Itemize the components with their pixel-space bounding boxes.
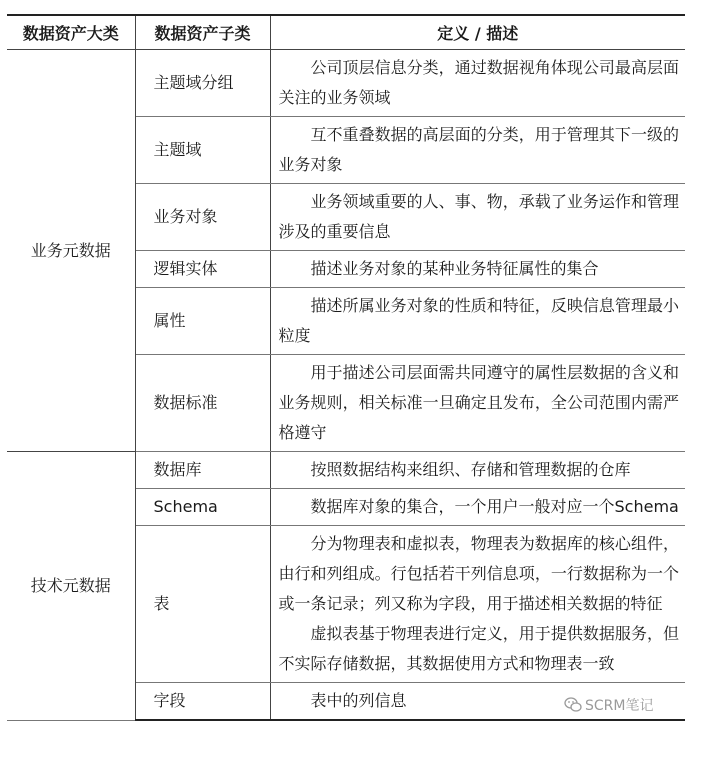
definition-cell [270,117,685,184]
definition-text: 公司顶层信息分类，通过数据视角体现公司最高层面关注的业务领域 [278,58,679,107]
table-row [7,452,685,489]
sub-category: 数据库 [135,452,270,489]
definition-cell [270,526,685,683]
major-category-technical: 技术元数据 [7,452,135,721]
table-row [7,50,685,117]
header-sub-category: 数据资产子类 [135,15,270,50]
header-major-category: 数据资产大类 [7,15,135,50]
definition-cell [270,288,685,355]
metadata-asset-document [7,14,685,721]
definition-text: 分为物理表和虚拟表，物理表为数据库的核心组件，由行和列组成。行包括若干列信息项，一行数据称为一个或一条记录；列又称为字段，用于描述相关数据的特征 [278,534,679,613]
definition-cell [270,489,685,526]
data-asset-table [7,14,685,721]
definition-text: 描述业务对象的某种业务特征属性的集合 [310,259,599,278]
definition-cell [270,452,685,489]
definition-cell [270,50,685,117]
sub-category: Schema [135,489,270,526]
definition-text: 数据库对象的集合，一个用户一般对应一个Schema [310,497,679,516]
wechat-icon [564,697,582,713]
definition-text: 描述所属业务对象的性质和特征，反映信息管理最小粒度 [278,296,679,345]
sub-category: 业务对象 [135,184,270,251]
definition-cell [270,355,685,452]
watermark-text: SCRM笔记 [585,698,654,714]
definition-cell [270,184,685,251]
definition-text: 用于描述公司层面需共同遵守的属性层数据的含义和业务规则，相关标准一旦确定且发布，全公司范围内需严格遵守 [278,363,679,442]
sub-category: 表 [135,526,270,683]
definition-text: 按照数据结构来组织、存储和管理数据的仓库 [310,460,631,479]
header-definition: 定义 / 描述 [270,15,685,50]
definition-text: 虚拟表基于物理表进行定义，用于提供数据服务，但不实际存储数据，其数据使用方式和物理表一致 [278,624,679,673]
definition-cell [270,251,685,288]
definition-text: 业务领域重要的人、事、物，承载了业务运作和管理涉及的重要信息 [278,192,679,241]
major-category-business: 业务元数据 [7,50,135,452]
sub-category: 属性 [135,288,270,355]
watermark [564,695,653,715]
sub-category: 逻辑实体 [135,251,270,288]
sub-category: 主题域分组 [135,50,270,117]
sub-category: 字段 [135,683,270,721]
definition-text: 互不重叠数据的高层面的分类，用于管理其下一级的业务对象 [278,125,679,174]
definition-text: 表中的列信息 [310,691,407,710]
sub-category: 数据标准 [135,355,270,452]
table-header-row [7,15,685,50]
sub-category: 主题域 [135,117,270,184]
